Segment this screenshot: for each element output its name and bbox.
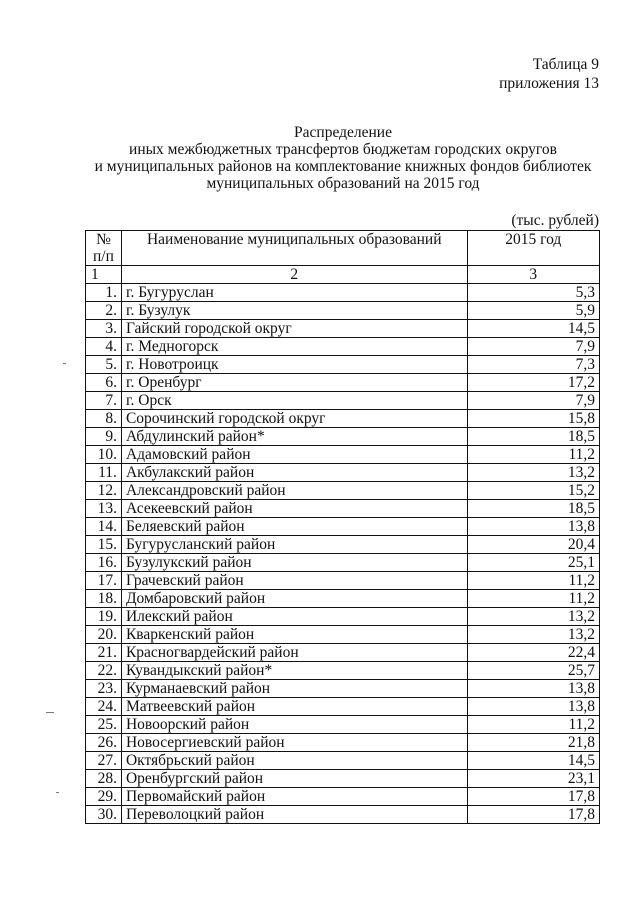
table-row [86,644,600,662]
row-value: 18,5 [467,428,599,446]
table-row [86,626,600,644]
row-number: 14. [86,518,122,536]
row-number: 8. [86,410,122,428]
row-number: 4. [86,338,122,356]
row-value: 5,9 [467,302,599,320]
row-name: Акбулакский район [121,464,467,482]
row-name: Оренбургский район [121,770,467,788]
title-line-2: иных межбюджетных трансфертов бюджетам городских округов [129,141,557,158]
table-row [86,410,600,428]
scan-speck [63,363,66,364]
row-number: 20. [86,626,122,644]
title-line-4: муниципальных образований на 2015 год [206,175,480,192]
table-row [86,662,600,680]
row-name: Курманаевский район [121,680,467,698]
row-value: 13,8 [467,698,599,716]
row-number: 7. [86,392,122,410]
table-index-row [86,266,600,284]
row-name: Новоорский район [121,716,467,734]
row-number: 5. [86,356,122,374]
index-cell-2: 2 [121,266,467,284]
row-value: 11,2 [467,590,599,608]
row-name: Матвеевский район [121,698,467,716]
row-name: Бузулукский район [121,554,467,572]
row-value: 13,2 [467,626,599,644]
scan-speck [46,712,54,713]
index-cell-3: 3 [467,266,599,284]
header-name: Наименование муниципальных образований [121,231,467,266]
row-number: 15. [86,536,122,554]
row-number: 2. [86,302,122,320]
row-value: 14,5 [467,320,599,338]
row-value: 17,8 [467,788,599,806]
row-value: 7,9 [467,392,599,410]
table-row [86,500,600,518]
row-number: 23. [86,680,122,698]
row-value: 15,2 [467,482,599,500]
row-value: 13,2 [467,464,599,482]
table-row [86,482,600,500]
row-number: 22. [86,662,122,680]
table-row [86,518,600,536]
row-name: Бугурусланский район [121,536,467,554]
distribution-table [85,230,600,824]
index-cell-1: 1 [86,266,122,284]
row-value: 13,8 [467,518,599,536]
row-value: 18,5 [467,500,599,518]
table-row [86,446,600,464]
row-name: Новосергиевский район [121,734,467,752]
appendix-number: приложения 13 [499,75,599,92]
table-row [86,698,600,716]
row-value: 23,1 [467,770,599,788]
row-value: 7,3 [467,356,599,374]
table-row [86,320,600,338]
scan-speck [56,792,59,793]
row-number: 13. [86,500,122,518]
row-number: 19. [86,608,122,626]
table-row [86,590,600,608]
row-number: 26. [86,734,122,752]
header-year: 2015 год [467,231,599,266]
row-name: г. Бузулук [121,302,467,320]
row-value: 11,2 [467,716,599,734]
row-number: 21. [86,644,122,662]
row-number: 6. [86,374,122,392]
row-number: 30. [86,806,122,824]
table-row [86,716,600,734]
row-value: 13,2 [467,608,599,626]
table-row [86,734,600,752]
row-value: 5,3 [467,284,599,302]
row-value: 21,8 [467,734,599,752]
row-number: 12. [86,482,122,500]
row-number: 1. [86,284,122,302]
table-row [86,536,600,554]
table-row [86,338,600,356]
table-row [86,554,600,572]
row-name: Адамовский район [121,446,467,464]
table-row [86,374,600,392]
table-row [86,284,600,302]
row-name: Кваркенский район [121,626,467,644]
row-value: 13,8 [467,680,599,698]
row-value: 11,2 [467,572,599,590]
row-value: 25,1 [467,554,599,572]
row-name: Абдулинский район* [121,428,467,446]
row-number: 3. [86,320,122,338]
table-row [86,770,600,788]
table-number: Таблица 9 [532,56,599,73]
table-row [86,356,600,374]
row-name: Кувандыкский район* [121,662,467,680]
row-name: Первомайский район [121,788,467,806]
row-value: 14,5 [467,752,599,770]
row-number: 25. [86,716,122,734]
row-name: г. Бугуруслан [121,284,467,302]
row-value: 25,7 [467,662,599,680]
row-name: Беляевский район [121,518,467,536]
table-row [86,752,600,770]
row-number: 24. [86,698,122,716]
row-number: 18. [86,590,122,608]
table-row [86,608,600,626]
table-row [86,572,600,590]
row-value: 11,2 [467,446,599,464]
table-row [86,464,600,482]
row-name: Сорочинский городской округ [121,410,467,428]
title-line-1: Распределение [294,124,392,141]
units-label: (тыс. рублей) [511,212,599,229]
row-number: 27. [86,752,122,770]
title-line-3: и муниципальных районов на комплектование книжных фондов библиотек [94,158,592,175]
table-row [86,680,600,698]
table-row [86,788,600,806]
header-number-line-1: № [96,231,111,248]
row-value: 15,8 [467,410,599,428]
row-number: 11. [86,464,122,482]
header-number [86,231,122,266]
row-number: 17. [86,572,122,590]
table-row [86,392,600,410]
document-title [60,124,626,192]
row-value: 20,4 [467,536,599,554]
row-number: 29. [86,788,122,806]
row-number: 10. [86,446,122,464]
row-name: Красногвардейский район [121,644,467,662]
table-row [86,806,600,824]
table-reference [499,55,599,93]
row-name: г. Медногорск [121,338,467,356]
row-name: Переволоцкий район [121,806,467,824]
row-value: 22,4 [467,644,599,662]
row-number: 16. [86,554,122,572]
row-number: 9. [86,428,122,446]
row-name: г. Оренбург [121,374,467,392]
row-name: Грачевский район [121,572,467,590]
row-value: 17,2 [467,374,599,392]
header-number-line-2: п/п [93,248,114,265]
row-name: Илекский район [121,608,467,626]
row-name: Гайский городской округ [121,320,467,338]
row-name: г. Орск [121,392,467,410]
table-header-row [86,231,600,266]
row-value: 17,8 [467,806,599,824]
row-name: Октябрьский район [121,752,467,770]
table-row [86,302,600,320]
table-row [86,428,600,446]
row-name: г. Новотроицк [121,356,467,374]
row-value: 7,9 [467,338,599,356]
row-name: Асекеевский район [121,500,467,518]
row-name: Домбаровский район [121,590,467,608]
row-number: 28. [86,770,122,788]
row-name: Александровский район [121,482,467,500]
